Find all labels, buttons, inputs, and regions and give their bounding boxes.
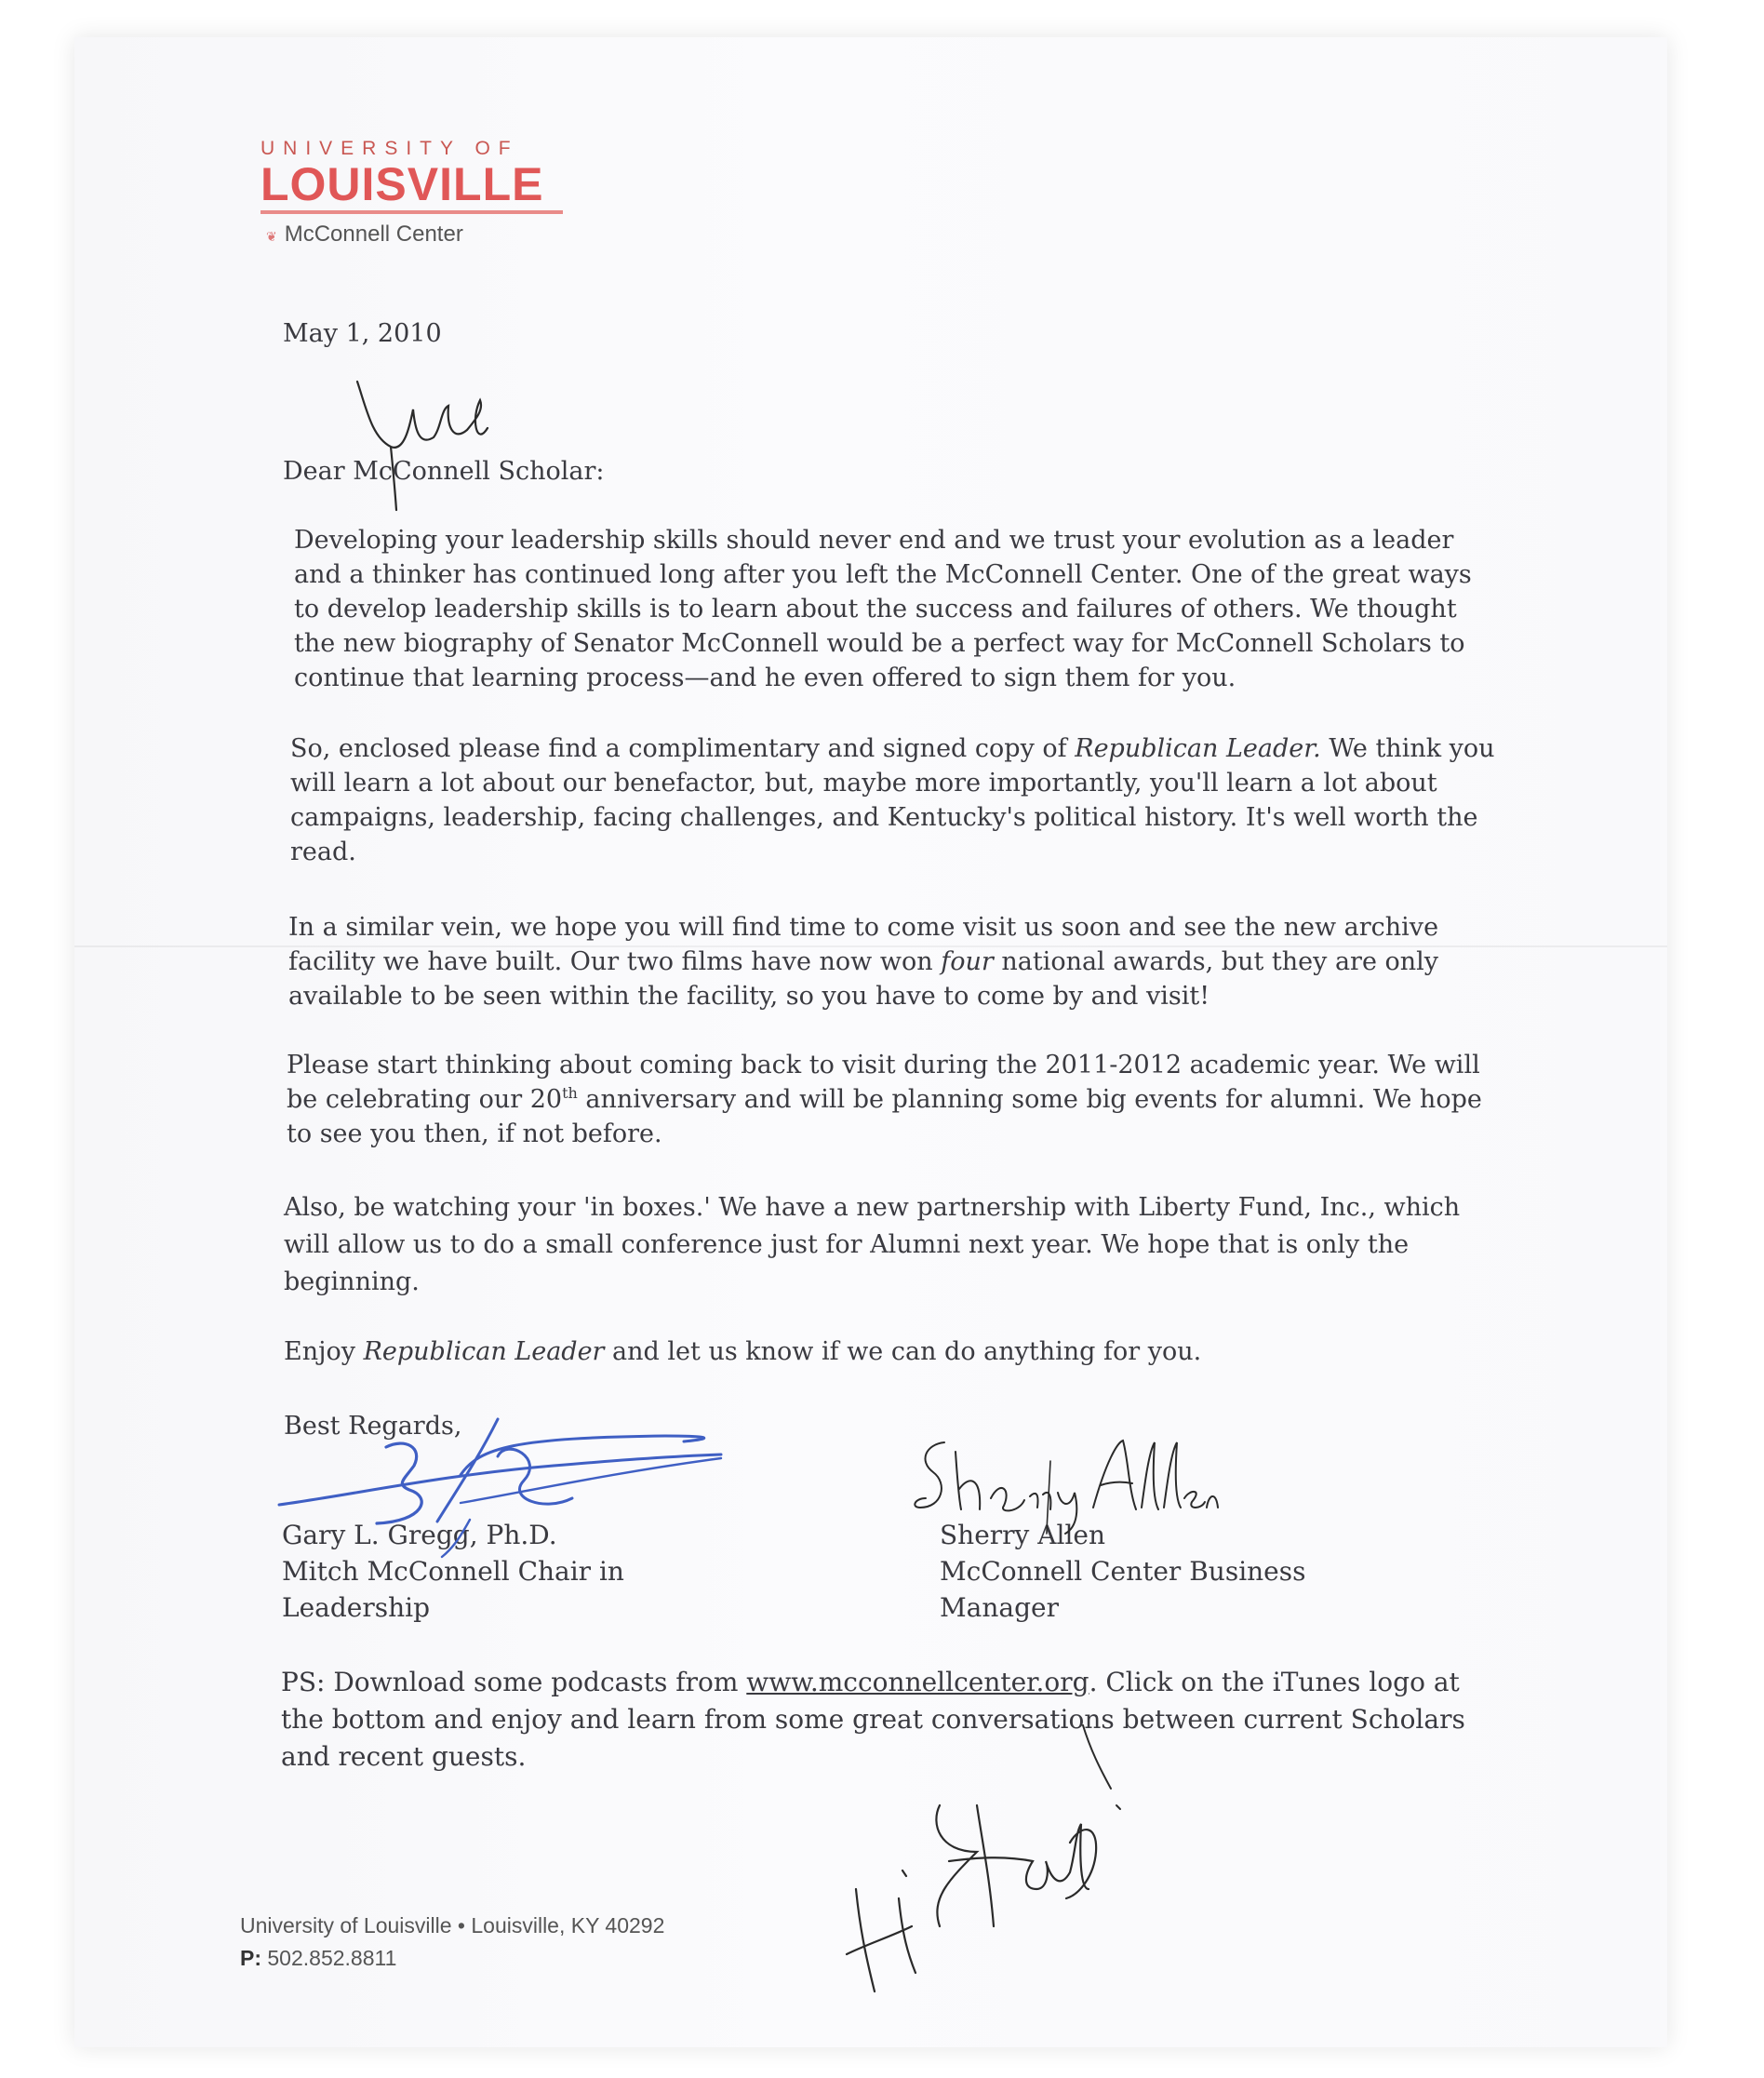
p6-end: and let us know if we can do anything for you. <box>604 1337 1202 1366</box>
signer-right-name: Sherry Allen <box>940 1520 1106 1550</box>
p2-start: So, enclosed please find a complimentary and signed copy of <box>290 734 1076 763</box>
center-label: McConnell Center <box>284 221 463 247</box>
signer-left-name: Gary L. Gregg, Ph.D. <box>282 1520 557 1550</box>
handwritten-note-bottom <box>837 1787 1154 2010</box>
p3-end: national awards, but they are only available to be seen within the facility, so you have to come by and visit! <box>288 947 1439 1011</box>
pen-stroke-mark <box>1079 1722 1116 1796</box>
p3-start: In a similar vein, we hope you will find time to come visit us soon and see the new archive facility we have built. Our two films have now won <box>288 913 1439 976</box>
footer-phone <box>240 1942 664 1975</box>
website-link[interactable]: www.mcconnellcenter.org <box>746 1667 1089 1697</box>
paragraph-3-text <box>288 910 1498 1013</box>
paragraph-1 <box>294 523 1494 695</box>
paragraph-4 <box>287 1048 1496 1151</box>
letter-date: May 1, 2010 <box>283 319 442 348</box>
p4-start: Please start thinking about coming back to visit during the 2011-2012 academic year. We will be celebrating our 20 <box>287 1051 1480 1114</box>
paragraph-5 <box>284 1189 1503 1301</box>
letterhead-footer <box>240 1910 664 1975</box>
paragraph-2 <box>290 731 1528 869</box>
logo-louisville: LOUISVILLE <box>261 158 544 210</box>
paragraph-6 <box>284 1334 1521 1369</box>
postscript <box>281 1664 1509 1776</box>
p4-superscript: th <box>562 1084 578 1102</box>
logo-underline <box>261 210 563 214</box>
phone-number: 502.852.8811 <box>267 1946 397 1970</box>
closing: Best Regards, <box>284 1412 462 1441</box>
p6-start: Enjoy <box>284 1337 364 1366</box>
handwritten-sherry-allen <box>907 1424 1223 1535</box>
paragraph-6-text <box>284 1334 1521 1369</box>
blue-signature-gregg <box>274 1410 740 1559</box>
footer-address: University of Louisville • Louisville, KY 40292 <box>240 1913 665 1937</box>
paragraph-1-text: Developing your leadership skills should never end and we trust your evolution as a leader and a thinker has continued long after you left the McConnell Center. One of the great ways to develop leadership skills is to learn about the success and failures of others. We thought the new biography of Senator McConnell would be a perfect way for McConnell Scholars to continue that learning process—and he even offered to sign them for you. <box>294 526 1472 692</box>
book-title-2: Republican Leader <box>363 1337 605 1366</box>
signer-right-title-2: Manager <box>940 1592 1059 1623</box>
paragraph-3 <box>288 910 1498 1013</box>
signer-left-title-2: Leadership <box>282 1592 431 1623</box>
postscript-text <box>281 1664 1509 1776</box>
signer-right-title-1: McConnell Center Business <box>940 1556 1306 1587</box>
paragraph-5-text: Also, be watching your 'in boxes.' We have a new partnership with Liberty Fund, Inc., which will allow us to do a small conference just for Alumni next year. We hope that is only the beginning. <box>284 1193 1461 1296</box>
phone-label: P: <box>240 1946 261 1970</box>
logo-center-name <box>266 221 568 248</box>
logo-university-of: UNIVERSITY OF <box>261 138 519 159</box>
paragraph-2-text <box>290 731 1528 869</box>
book-title: Republican Leader. <box>1075 734 1321 763</box>
top-handwritten-signature <box>344 372 512 512</box>
university-logo <box>261 138 568 248</box>
p3-emphasis: four <box>941 947 994 976</box>
cardinal-icon: ❦ <box>266 229 277 244</box>
paragraph-4-text <box>287 1048 1496 1151</box>
ps-end: . Click on the iTunes logo at the bottom and enjoy and learn from some great conversations between current Scholars and recent guests. <box>281 1667 1465 1772</box>
salutation: Dear McConnell Scholar: <box>283 457 605 486</box>
ps-start: PS: Download some podcasts from <box>281 1667 747 1697</box>
signer-left-title-1: Mitch McConnell Chair in <box>282 1556 624 1587</box>
p4-end: anniversary and will be planning some big events for alumni. We hope to see you then, if not before. <box>287 1085 1482 1148</box>
p2-end: We think you will learn a lot about our benefactor, but, maybe more importantly, you'll learn a lot about campaigns, leadership, facing challenges, and Kentucky's political history. It's well worth the read. <box>290 734 1495 866</box>
